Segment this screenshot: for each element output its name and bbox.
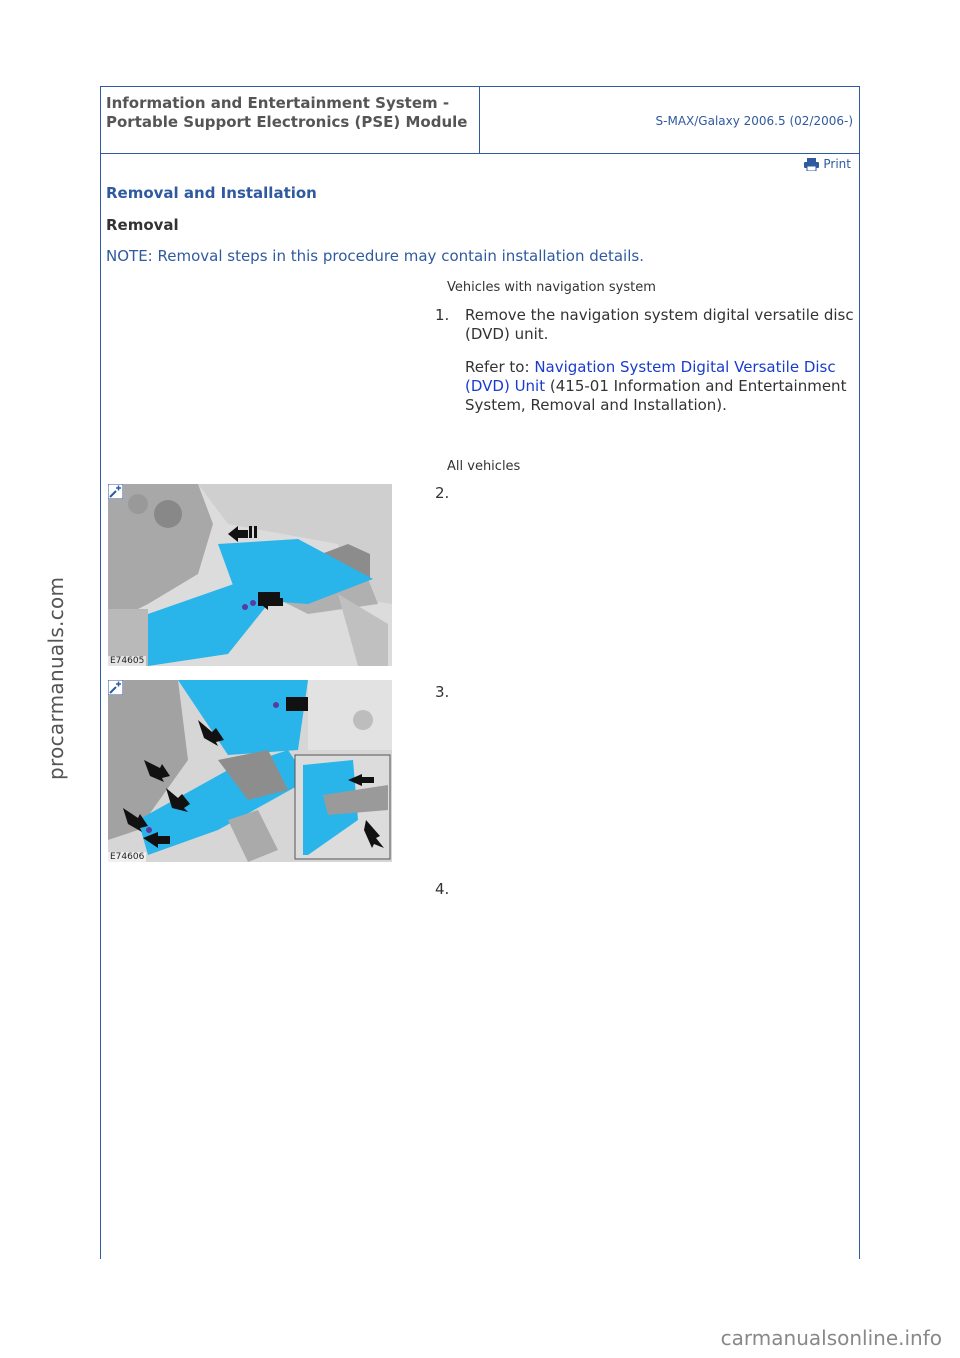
header-divider: [479, 87, 480, 153]
footer-watermark: carmanualsonline.info: [720, 1326, 942, 1350]
figure-label: E74605: [110, 656, 145, 666]
step-number: 3.: [435, 683, 450, 701]
page-frame: [100, 86, 860, 1259]
sub-heading: Removal: [106, 216, 179, 234]
page-header: [101, 87, 859, 154]
page-title: Information and Entertainment System - Portable Support Electronics (PSE) Module: [106, 94, 468, 131]
print-label: Print: [823, 157, 851, 171]
figure-e74605[interactable]: [108, 484, 392, 666]
refer-line: [465, 358, 855, 415]
note: NOTE: Removal steps in this procedure may contain installation details.: [106, 247, 644, 265]
refer-suffix: (415-01 Information and Entertainment System, Removal and Installation).: [465, 377, 847, 414]
condition-navigation: Vehicles with navigation system: [447, 280, 656, 295]
figure-illustration: [108, 484, 392, 666]
step-text: Remove the navigation system digital versatile disc (DVD) unit.: [465, 306, 854, 343]
condition-all: All vehicles: [447, 459, 521, 474]
figure-label: E74606: [110, 852, 145, 862]
zoom-icon[interactable]: [108, 484, 123, 499]
print-icon: [804, 158, 819, 171]
model-label: S-MAX/Galaxy 2006.5 (02/2006-): [655, 114, 853, 128]
side-watermark-text: procarmanuals.com: [44, 576, 68, 780]
side-watermark: [14, 560, 68, 800]
step-body: [465, 306, 855, 415]
zoom-icon[interactable]: [108, 680, 123, 695]
print-button[interactable]: [804, 157, 851, 171]
step-number: 2.: [435, 484, 450, 502]
step-number: 1.: [435, 306, 450, 324]
refer-prefix: Refer to:: [465, 358, 535, 376]
figure-e74606[interactable]: [108, 680, 392, 862]
figure-illustration: [108, 680, 392, 862]
refer-link[interactable]: Navigation System Digital Versatile Disc (DVD) Unit: [465, 358, 836, 395]
step-number: 4.: [435, 880, 450, 898]
section-heading: Removal and Installation: [106, 184, 317, 202]
